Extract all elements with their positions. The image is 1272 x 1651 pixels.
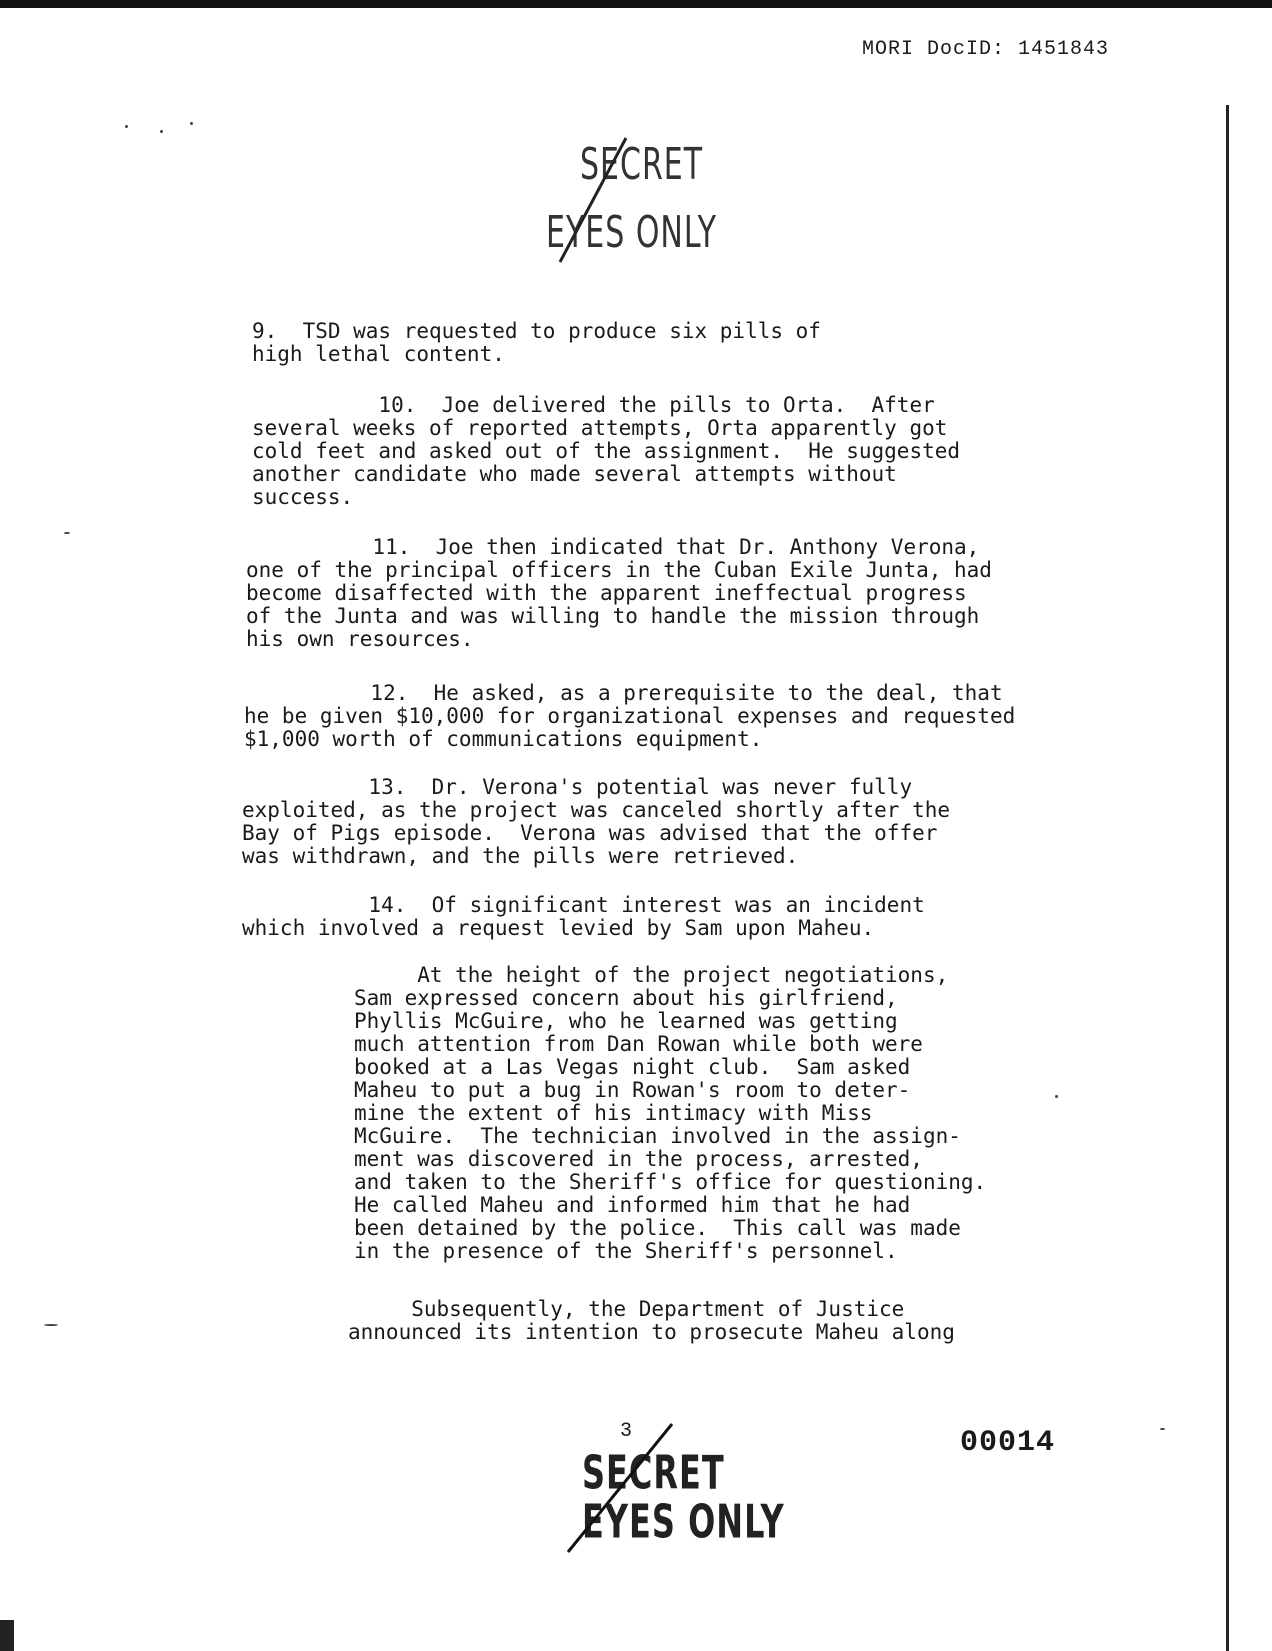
paragraph-13: 13. Dr. Verona's potential was never fully exploited, as the project was canceled shortly after the Bay of Pigs episode. Verona was advised that the offer was withdrawn, and the pills were retrieved. xyxy=(242,775,951,868)
scan-border-top xyxy=(0,0,1272,8)
paragraph-11: 11. Joe then indicated that Dr. Anthony Verona, one of the principal officers in the Cuban Exile Junta, had become disaffected with the apparent ineffectual progress of the Junta and was willing to handle the mission through his own resources. xyxy=(246,535,992,651)
page-number: 3 xyxy=(620,1420,633,1443)
indented-quote: At the height of the project negotiations, Sam expressed concern about his girlfriend, Phyllis McGuire, who he learned was getting much attention from Dan Rowan while both were booked at a Las Vegas night club. Sam asked Maheu to put a bug in Rowan's room to deter- mine the extent of his intimacy with Miss McGuire. The technician involved in the assign- ment was discovered in the process, arrested, and taken to the Sheriff's office for questioning. He called Maheu and informed him that he had been detained by the police. This call was made in the presence of the Sheriff's personnel. xyxy=(354,963,987,1263)
scan-speck xyxy=(44,1324,58,1326)
paragraph-14: 14. Of significant interest was an incident which involved a request levied by Sam upon Maheu. xyxy=(242,893,925,940)
document-id: MORI DocID: 1451843 xyxy=(862,38,1110,61)
bates-number: 00014 xyxy=(960,1426,1056,1460)
scan-speck xyxy=(1160,1428,1165,1430)
paragraph-subsequently: Subsequently, the Department of Justice announced its intention to prosecute Maheu along xyxy=(348,1297,955,1344)
scan-speck xyxy=(190,122,193,125)
classification-stamp-bottom-eyes-only: EYES ONLY xyxy=(582,1494,785,1550)
scan-border-right xyxy=(1226,105,1229,1651)
classification-stamp-top-eyes-only: EYES ONLY xyxy=(546,208,717,259)
paragraph-10: 10. Joe delivered the pills to Orta. After several weeks of reported attempts, Orta apparently got cold feet and asked out of the assignment. He suggested another candidate who made several attempts without success. xyxy=(252,393,961,509)
scan-speck xyxy=(160,130,163,133)
classification-stamp-top-secret: SECRET xyxy=(580,140,704,191)
paragraph-9: 9. TSD was requested to produce six pills of high lethal content. xyxy=(252,319,821,366)
scan-speck xyxy=(64,532,70,534)
stamp-slash-bottom xyxy=(560,1418,680,1558)
scan-border-bottom-left xyxy=(0,1620,14,1651)
stamp-slash-top xyxy=(548,130,638,270)
scan-speck xyxy=(1055,1095,1058,1098)
paragraph-12: 12. He asked, as a prerequisite to the deal, that he be given $10,000 for organizational expenses and requested $1,000 worth of communications equipment. xyxy=(244,681,1016,751)
classification-stamp-bottom-secret: SECRET xyxy=(582,1445,725,1501)
scan-speck xyxy=(125,125,128,128)
